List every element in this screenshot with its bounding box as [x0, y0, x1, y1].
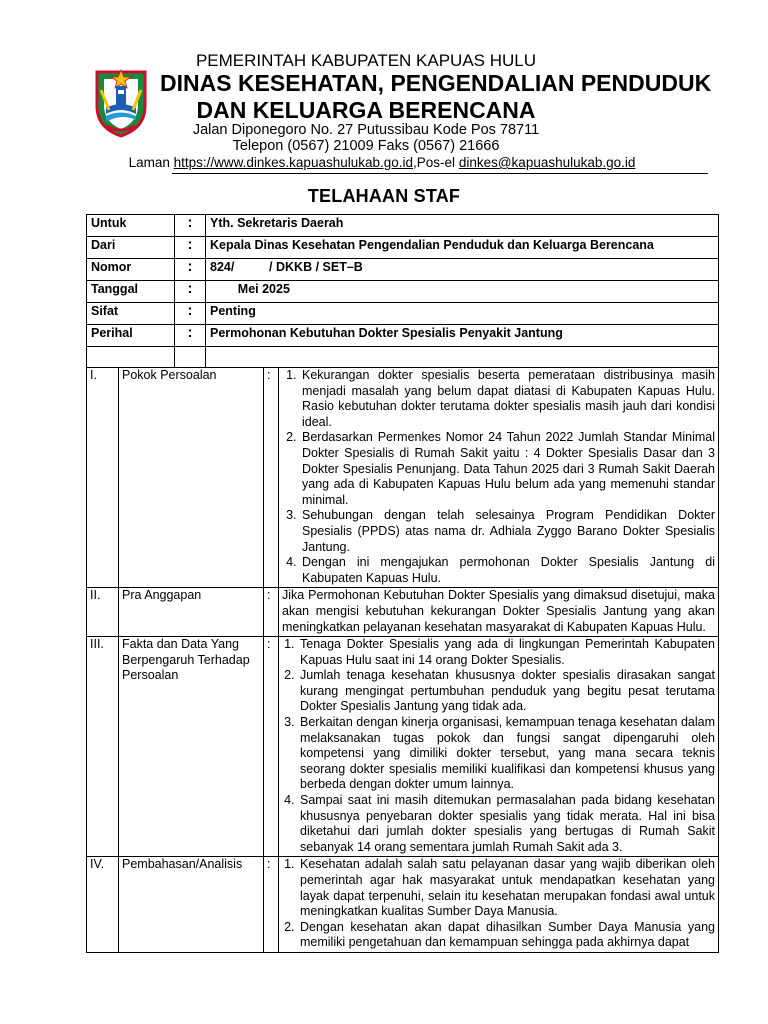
- meta-colon: :: [175, 303, 206, 325]
- list-item: 4. Sampai saat ini masih ditemukan permasalahan pada bidang kesehatan khususnya penyebaran dokter spesialis yang tidak merata. Hal ini bisa diketahui dari jumlah dokter spesialis yang bertugas di Rumah Sakit sebanyak 14 orang sementara jumlah Rumah Sakit ada 3.: [298, 793, 715, 855]
- meta-row-untuk: [87, 215, 719, 237]
- meta-row-dari: [87, 237, 719, 259]
- meta-value: 824/ / DKKB / SET–B: [206, 259, 719, 281]
- meta-empty-cell: [87, 347, 175, 368]
- government-name: PEMERINTAH KABUPATEN KAPUAS HULU: [195, 51, 537, 70]
- list-item: 1. Kekurangan dokter spesialis beserta pemerataan distribusinya masih menjadi masalah yang belum dapat diatasi di Kabupaten Kapuas Hulu. Rasio kebutuhan dokter terutama dokter spesialis masih jauh dari kondisi ideal.: [300, 368, 715, 430]
- meta-label: Sifat: [87, 303, 175, 325]
- meta-value: Yth. Sekretaris Daerah: [206, 215, 719, 237]
- meta-row-nomor: [87, 259, 719, 281]
- list-item: 3. Berkaitan dengan kinerja organisasi, kemampuan tenaga kesehatan dalam melaksanakan tugas pokok dan fungsi sangat dipengaruhi oleh kompetensi yang dimiliki dokter tersebut, yang mana secara teknis seorang dokter spesialis memiliki kualifikasi dan kompetensi khusus yang berbeda dengan dokter umum lainnya.: [298, 715, 715, 793]
- section-pokok-persoalan: [87, 368, 719, 588]
- section-list: [282, 368, 715, 586]
- meta-empty-cell: [206, 347, 719, 368]
- letterhead-divider: [172, 173, 708, 174]
- meta-colon: :: [175, 237, 206, 259]
- meta-empty-cell: [175, 347, 206, 368]
- list-item: 1. Tenaga Dokter Spesialis yang ada di lingkungan Pemerintah Kabupaten Kapuas Hulu saat ini 14 orang Dokter Spesialis.: [298, 637, 715, 668]
- section-content: [279, 857, 719, 953]
- agency-address: Jalan Diponegoro No. 27 Putussibau Kode Pos 78711: [192, 122, 540, 138]
- section-heading: Pokok Persoalan: [119, 368, 264, 588]
- section-list: [282, 637, 715, 855]
- memo-meta-table: [86, 214, 719, 368]
- section-colon: :: [264, 857, 279, 953]
- meta-colon: :: [175, 215, 206, 237]
- meta-colon: :: [175, 259, 206, 281]
- meta-value: Penting: [206, 303, 719, 325]
- agency-name-line2: DAN KELUARGA BERENCANA: [196, 97, 536, 123]
- section-number: IV.: [87, 857, 119, 953]
- meta-value: Permohonan Kebutuhan Dokter Spesialis Penyakit Jantung: [206, 325, 719, 347]
- agency-name-line1: DINAS KESEHATAN, PENGENDALIAN PENDUDUK: [160, 70, 712, 96]
- section-heading: Fakta dan Data Yang Berpengaruh Terhadap Persoalan: [119, 637, 264, 857]
- meta-colon: :: [175, 325, 206, 347]
- memo-body-table: [86, 367, 719, 953]
- list-item: 1. Kesehatan adalah salah satu pelayanan dasar yang wajib diberikan oleh pemerintah agar hak masyarakat untuk mendapatkan kesehatan yang layak dapat terpenuhi, selain itu kesehatan merupakan fondasi awal untuk meningkatkan kualitas Sumber Daya Manusia.: [298, 857, 715, 919]
- section-list: [282, 857, 715, 951]
- meta-value: Kepala Dinas Kesehatan Pengendalian Penduduk dan Keluarga Berencana: [206, 237, 719, 259]
- meta-colon: :: [175, 281, 206, 303]
- website-link[interactable]: https://www.dinkes.kapuashulukab.go.id: [173, 155, 414, 170]
- email-label: ,Pos-el: [413, 155, 456, 170]
- section-number: III.: [87, 637, 119, 857]
- section-content: [279, 637, 719, 857]
- meta-row-sifat: [87, 303, 719, 325]
- section-heading: Pra Anggapan: [119, 588, 264, 637]
- meta-value: Mei 2025: [206, 281, 719, 303]
- section-heading: Pembahasan/Analisis: [119, 857, 264, 953]
- section-pembahasan: [87, 857, 719, 953]
- section-content: [279, 368, 719, 588]
- meta-label: Nomor: [87, 259, 175, 281]
- section-number: I.: [87, 368, 119, 588]
- list-item: 2. Berdasarkan Permenkes Nomor 24 Tahun 2022 Jumlah Standar Minimal Dokter Spesialis di Rumah Sakit yaitu : 4 Dokter Spesialis Dasar dan 3 Dokter Spesialis Penunjang. Data Tahun 2025 dari 3 Rumah Sakit Daerah yang ada di Kabupaten Kapuas Hulu belum ada yang memenuhi standar minimal.: [300, 430, 715, 508]
- web-label: Laman: [128, 155, 170, 170]
- list-item: 2. Jumlah tenaga kesehatan khususnya dokter spesialis dirasakan sangat kurang mengingat pertumbuhan penduduk yang begitu pesat terutama Dokter Spesialis Jantung yang tidak ada.: [298, 668, 715, 715]
- meta-label: Untuk: [87, 215, 175, 237]
- meta-label: Perihal: [87, 325, 175, 347]
- letterhead: [0, 0, 768, 176]
- document-title: TELAHAAN STAF: [307, 186, 461, 206]
- section-fakta-data: [87, 637, 719, 857]
- agency-contact-line: [56, 155, 708, 170]
- list-item: 2. Dengan kesehatan akan dapat dihasilkan Sumber Daya Manusia yang memiliki pengetahuan dan kemampuan sehingga pada akhirnya dapat: [298, 920, 715, 951]
- section-colon: :: [264, 368, 279, 588]
- meta-row-perihal: [87, 325, 719, 347]
- section-content: Jika Permohonan Kebutuhan Dokter Spesialis yang dimaksud disetujui, maka akan mengisi kebutuhan kekurangan Dokter Spesialis Jantung yang akan meningkatkan pelayanan kesehatan masyarakat di Kabupaten Kapuas Hulu.: [279, 588, 719, 637]
- meta-row-empty: [87, 347, 719, 368]
- list-item: 3. Sehubungan dengan telah selesainya Program Pendidikan Dokter Spesialis (PPDS) atas nama dr. Adhiala Zyggo Barano Dokter Spesialis Jantung.: [300, 508, 715, 555]
- section-colon: :: [264, 637, 279, 857]
- section-colon: :: [264, 588, 279, 637]
- meta-row-tanggal: [87, 281, 719, 303]
- agency-phone: Telepon (0567) 21009 Faks (0567) 21666: [232, 138, 500, 154]
- meta-label: Tanggal: [87, 281, 175, 303]
- meta-label: Dari: [87, 237, 175, 259]
- section-number: II.: [87, 588, 119, 637]
- section-pra-anggapan: [87, 588, 719, 637]
- email-link[interactable]: dinkes@kapuashulukab.go.id: [458, 155, 636, 170]
- list-item: 4. Dengan ini mengajukan permohonan Dokter Spesialis Jantung di Kabupaten Kapuas Hulu.: [300, 555, 715, 586]
